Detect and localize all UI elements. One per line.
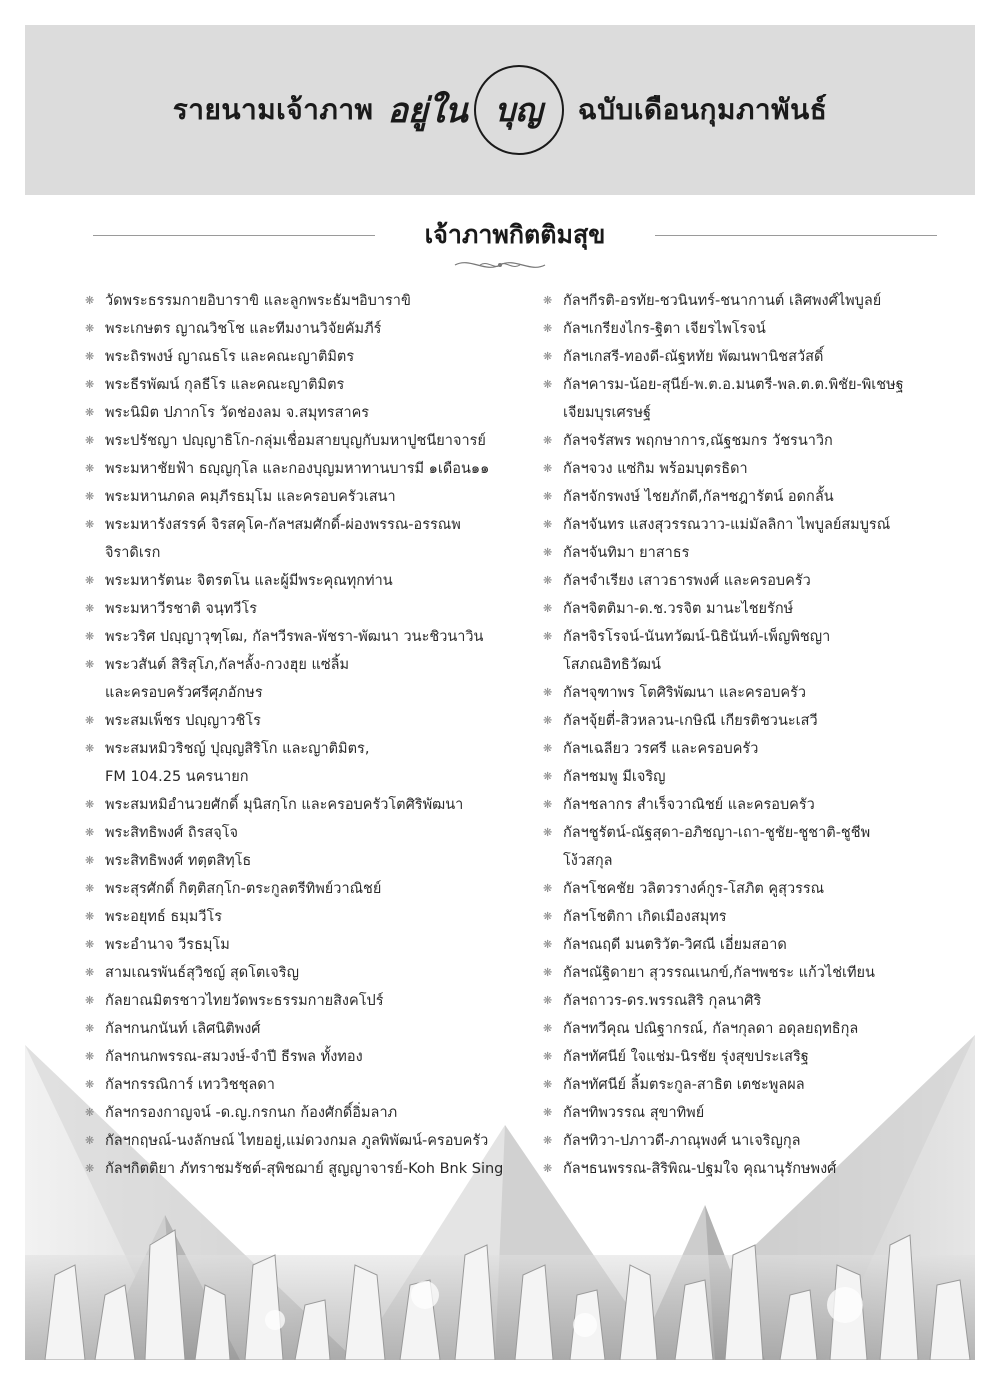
list-item-text: กัลฯกีรติ-อรทัย-ชวนินทร์-ชนากานต์ เลิศพงศ์ไพบูลย์ (563, 293, 882, 309)
bullet-icon: ❋ (85, 798, 95, 811)
list-item (543, 763, 975, 791)
bullet-icon: ❋ (543, 490, 553, 503)
list-item-text: กัลฯกฤษณ์-นงลักษณ์ ไทยอยู่,แม่ดวงกมล ภูลพิพัฒน์-ครอบครัว (105, 1133, 489, 1149)
bullet-icon: ❋ (543, 826, 553, 839)
list-item (85, 1043, 520, 1071)
list-item (85, 987, 520, 1015)
list-item-text: กัลฯจิรโรจน์-นันทวัฒน์-นิธินันท์-เพ็ญพิชญา (563, 629, 831, 645)
list-item (543, 1071, 975, 1099)
list-item-text: FM 104.25 นครนายก (105, 769, 249, 785)
list-item-text: กัลฯชูรัตน์-ณัฐสุดา-อภิชญา-เถา-ชูชัย-ชูชาติ-ชูชีพ (563, 825, 871, 841)
list-item (85, 511, 520, 567)
bullet-icon: ❋ (543, 1078, 553, 1091)
logo-script-text: อยู่ใน (387, 91, 468, 131)
list-item (543, 567, 975, 595)
list-item-text: พระมหารัตนะ จิตรตโน และผู้มีพระคุณทุกท่าน (105, 573, 393, 589)
list-item-text: กัลฯทัศนีย์ ลิ้มตระกูล-สาธิต เตชะพูลผล (563, 1077, 805, 1093)
list-item-text: โง้วสกุล (563, 853, 613, 869)
list-item (85, 903, 520, 931)
list-item-text: พระธีรพัฒน์ กุลธีโร และคณะญาติมิตร (105, 377, 345, 393)
list-item-text: พระมหาวีรชาติ จนฺทวีโร (105, 601, 258, 617)
bullet-icon: ❋ (543, 742, 553, 755)
bullet-icon: ❋ (543, 1106, 553, 1119)
list-item (85, 875, 520, 903)
bullet-icon: ❋ (543, 686, 553, 699)
bullet-icon: ❋ (543, 1022, 553, 1035)
list-item (543, 903, 975, 931)
bullet-icon: ❋ (85, 350, 95, 363)
list-item-text: กัลฯคารม-น้อย-สุนีย์-พ.ต.อ.มนตรี-พล.ต.ต.พิชัย-พิเชษฐ (563, 377, 904, 393)
page (25, 25, 975, 1360)
list-item (543, 679, 975, 707)
bullet-icon: ❋ (543, 350, 553, 363)
list-item-text: พระมหานภดล คมฺภีรธมฺโม และครอบครัวเสนา (105, 489, 396, 505)
list-item (543, 819, 975, 875)
bullet-icon: ❋ (543, 882, 553, 895)
bullet-icon: ❋ (543, 294, 553, 307)
title-left: รายนามเจ้าภาพ (172, 93, 374, 126)
bullet-icon: ❋ (543, 1162, 553, 1175)
list-item (85, 931, 520, 959)
list-item-text: กัลฯชมพู มีเจริญ (563, 769, 666, 785)
list-item (543, 987, 975, 1015)
bullet-icon: ❋ (85, 630, 95, 643)
list-item-text: กัลฯทัศนีย์ ใจแช่ม-นิรชัย รุ่งสุขประเสริฐ (563, 1049, 809, 1065)
list-item-text: จิราดิเรก (105, 545, 161, 561)
bullet-icon: ❋ (85, 882, 95, 895)
list-item (85, 1155, 520, 1183)
bullet-icon: ❋ (85, 1134, 95, 1147)
list-item-text: พระวริศ ปญฺญาวุฑฺโฒ, กัลฯวีรพล-พัชรา-พัฒนา วนะชิวนาวิน (105, 629, 484, 645)
list-item-text: กัลฯจำเรียง เสาวธารพงศ์ และครอบครัว (563, 573, 811, 589)
list-item (543, 735, 975, 763)
list-item (543, 427, 975, 455)
list-item-text: พระมหารังสรรค์ จิรสคุโค-กัลฯสมศักดิ์-ผ่องพรรณ-อรรณพ (105, 517, 461, 533)
divider-right (655, 235, 937, 236)
list-item-text: พระปรัชญา ปญฺญาธิโก-กลุ่มเชื่อมสายบุญกับมหาปูชนียาจารย์ (105, 433, 486, 449)
list-item-text: กัลฯกนกพรรณ-สมวงษ์-จำปี ธีรพล ทั้งทอง (105, 1049, 363, 1065)
list-item-text: กัลฯณัฐิดายา สุวรรณเนกข์,กัลฯพชระ แก้วไช่เทียน (563, 965, 875, 981)
logo-circle-text: บุญ (494, 90, 543, 129)
bullet-icon: ❋ (85, 1022, 95, 1035)
list-item (543, 371, 975, 427)
bullet-icon: ❋ (85, 1050, 95, 1063)
list-item (85, 483, 520, 511)
list-item (85, 791, 520, 819)
logo-circle (474, 65, 564, 155)
bullet-icon: ❋ (85, 938, 95, 951)
bullet-icon: ❋ (543, 602, 553, 615)
list-item-text: พระวสันต์ สิริสุโภ,กัลฯลั้ง-กวงฮุย แซ่ลิ้ม (105, 657, 350, 673)
list-item-text: กัลฯกรองกาญจน์ -ด.ญ.กรกนก ก้องศักดิ์อิ่มลาภ (105, 1105, 398, 1121)
list-item (85, 623, 520, 651)
list-item (543, 483, 975, 511)
list-item (85, 1099, 520, 1127)
list-item-text: กัลฯจรัสพร พฤกษาการ,ณัฐชมกร วัชรนาวิก (563, 433, 833, 449)
list-item (85, 959, 520, 987)
list-item-text: กัลฯกรรณิการ์ เทววิชชุลดา (105, 1077, 275, 1093)
list-item (543, 1043, 975, 1071)
list-item (543, 595, 975, 623)
bullet-icon: ❋ (85, 966, 95, 979)
bullet-icon: ❋ (85, 434, 95, 447)
list-item-text: กัลฯกนกนันท์ เลิศนิติพงศ์ (105, 1021, 261, 1037)
list-item (543, 511, 975, 539)
bullet-icon: ❋ (85, 490, 95, 503)
bullet-icon: ❋ (85, 406, 95, 419)
list-item-text: พระมหาชัยฟ้า ธญฺญกุโล และกองบุญมหาทานบารมี ๑เดือน๑๑ (105, 461, 490, 477)
list-item-text: กัลฯจันทิมา ยาสาธร (563, 545, 690, 561)
list-item-text: เจียมบุรเศรษฐ์ (563, 405, 652, 421)
list-item-text: กัลฯจวง แซ่กิม พร้อมบุตรธิดา (563, 461, 748, 477)
donor-list-right (543, 287, 975, 1183)
list-item (85, 455, 520, 483)
list-item-text: กัลฯจุ้ยตี่-สิวหลวน-เกษิณี เกียรติชวนะเสวี (563, 713, 818, 729)
list-item-text: กัลฯณฤดี มนตริวัต-วิศณี เอี่ยมสอาด (563, 937, 787, 953)
list-item-text: สามเณรพันธ์สุวิชญ์ สุดโตเจริญ (105, 965, 299, 981)
list-item (543, 791, 975, 819)
list-item-text: พระสมหมิวริชญ์ ปุญฺญสิริโก และญาติมิตร, (105, 741, 370, 757)
list-item (85, 343, 520, 371)
list-item (543, 455, 975, 483)
list-item-text: กัลฯจิตติมา-ด.ช.วรจิต มานะไชยรักษ์ (563, 601, 794, 617)
list-item (543, 287, 975, 315)
list-item (85, 735, 520, 791)
list-item (543, 1099, 975, 1127)
bullet-icon: ❋ (543, 770, 553, 783)
bullet-icon: ❋ (85, 294, 95, 307)
list-item (543, 623, 975, 679)
list-item-text: กัลฯโชติกา เกิดเมืองสมุทร (563, 909, 727, 925)
list-item-text: กัลฯเกรียงไกร-ฐิตา เจียรไพโรจน์ (563, 321, 766, 337)
bullet-icon: ❋ (85, 910, 95, 923)
list-item-text: พระถิรพงษ์ ญาณธโร และคณะญาติมิตร (105, 349, 355, 365)
bullet-icon: ❋ (543, 378, 553, 391)
list-item (85, 371, 520, 399)
list-item (543, 931, 975, 959)
list-item (85, 567, 520, 595)
title-right: ฉบับเดือนกุมภาพันธ์ (577, 93, 828, 126)
list-item (543, 343, 975, 371)
list-item-text: วัดพระธรรมกายอิบาราขิ และลูกพระธัมฯอิบาราขิ (105, 293, 411, 309)
list-item-text: พระสิทธิพงศ์ ถิรสจฺโจ (105, 825, 239, 841)
bullet-icon: ❋ (85, 602, 95, 615)
list-item-text: กัลฯถาวร-ดร.พรรณสิริ กุลนาศิริ (563, 993, 762, 1009)
list-item (543, 959, 975, 987)
list-item-text: โสภณอิทธิวัฒน์ (563, 657, 661, 673)
list-item-text: กัลฯกิตติยา ภัทราชมรัชต์-สุพิชฌาย์ สูญญาจารย์-Koh Bnk Sing (105, 1161, 504, 1177)
list-item-text: พระสมหมิอำนวยศักดิ์ มุนิสกฺโก และครอบครัวโตศิริพัฒนา (105, 797, 464, 813)
bullet-icon: ❋ (543, 574, 553, 587)
list-item (85, 707, 520, 735)
bullet-icon: ❋ (85, 1162, 95, 1175)
bullet-icon: ❋ (85, 322, 95, 335)
list-item (85, 315, 520, 343)
list-item (543, 875, 975, 903)
bullet-icon: ❋ (543, 462, 553, 475)
bullet-icon: ❋ (543, 714, 553, 727)
bullet-icon: ❋ (543, 910, 553, 923)
list-item-text: พระอำนาจ วีรธมฺโม (105, 937, 230, 953)
list-item-text: กัลฯโชคชัย วลิตวรางค์กูร-โสภิต คูสุวรรณ (563, 881, 825, 897)
list-item (543, 315, 975, 343)
bullet-icon: ❋ (543, 630, 553, 643)
bullet-icon: ❋ (85, 658, 95, 671)
list-item (543, 1015, 975, 1043)
list-item (85, 427, 520, 455)
list-item-text: กัลฯทิวา-ปภาวดี-ภาณุพงศ์ นาเจริญกุล (563, 1133, 801, 1149)
list-item-text: กัลฯทวีคุณ ปณิฐากรณ์, กัลฯกุลดา อดุลยฤทธิกุล (563, 1021, 859, 1037)
list-item-text: กัลฯจุฑาพร โตศิริพัฒนา และครอบครัว (563, 685, 807, 701)
list-item (85, 287, 520, 315)
list-item-text: กัลฯเกสรี-ทองดี-ณัฐหทัย พัฒนพานิชสวัสดิ์ (563, 349, 824, 365)
header-title (25, 25, 975, 195)
bullet-icon: ❋ (543, 798, 553, 811)
list-item-text: กัลฯจันทร แสงสุวรรณวาว-แม่มัลลิกา ไพบูลย์สมบูรณ์ (563, 517, 891, 533)
bullet-icon: ❋ (543, 518, 553, 531)
list-item (543, 1127, 975, 1155)
bullet-icon: ❋ (543, 546, 553, 559)
list-item-text: พระอยุทธ์ ธมฺมวีโร (105, 909, 223, 925)
bullet-icon: ❋ (85, 994, 95, 1007)
list-item (85, 595, 520, 623)
list-item (85, 819, 520, 847)
bullet-icon: ❋ (543, 966, 553, 979)
section-heading: เจ้าภาพกิตติมสุข (424, 220, 606, 249)
magazine-logo (388, 65, 564, 155)
list-item-text: กัลฯชลากร สำเร็จวาณิชย์ และครอบครัว (563, 797, 815, 813)
list-item (85, 1015, 520, 1043)
bullet-icon: ❋ (543, 1134, 553, 1147)
list-item (543, 707, 975, 735)
bullet-icon: ❋ (85, 826, 95, 839)
list-item (543, 539, 975, 567)
bullet-icon: ❋ (543, 322, 553, 335)
list-item (85, 1127, 520, 1155)
bullet-icon: ❋ (85, 854, 95, 867)
list-item (85, 847, 520, 875)
list-item-text: กัลยาณมิตรชาวไทยวัดพระธรรมกายสิงคโปร์ (105, 993, 384, 1009)
bullet-icon: ❋ (85, 378, 95, 391)
donor-list-left (85, 287, 520, 1183)
ornament-flourish-icon (450, 257, 550, 273)
bullet-icon: ❋ (85, 462, 95, 475)
bullet-icon: ❋ (85, 518, 95, 531)
bullet-icon: ❋ (85, 1078, 95, 1091)
list-item-text: พระนิมิต ปภากโร วัดช่องลม จ.สมุทรสาคร (105, 405, 370, 421)
bullet-icon: ❋ (543, 1050, 553, 1063)
list-item (85, 399, 520, 427)
bullet-icon: ❋ (543, 938, 553, 951)
bullet-icon: ❋ (85, 574, 95, 587)
list-item-text: พระเกษตร ญาณวิชโช และทีมงานวิจัยคัมภีร์ (105, 321, 382, 337)
list-item-text: พระสิทธิพงศ์ ทตฺตสิทฺโธ (105, 853, 252, 869)
bullet-icon: ❋ (85, 714, 95, 727)
list-item-text: กัลฯทิพวรรณ สุขาทิพย์ (563, 1105, 705, 1121)
list-item (85, 651, 520, 707)
divider-left (93, 235, 375, 236)
bullet-icon: ❋ (85, 742, 95, 755)
bullet-icon: ❋ (85, 1106, 95, 1119)
bullet-icon: ❋ (543, 994, 553, 1007)
list-item-text: กัลฯเฉลียว วรศรี และครอบครัว (563, 741, 759, 757)
section-heading-bar (25, 211, 975, 261)
list-item-text: และครอบครัวศรีศุภอักษร (105, 685, 263, 701)
list-item-text: กัลฯธนพรรณ-สิริพิณ-ปฐมใจ คุณานุรักษพงศ์ (563, 1161, 837, 1177)
bullet-icon: ❋ (543, 434, 553, 447)
list-item-text: กัลฯจักรพงษ์ ไชยภักดี,กัลฯชฎารัตน์ อดกลั้น (563, 489, 834, 505)
list-item (85, 1071, 520, 1099)
list-item (543, 1155, 975, 1183)
list-item-text: พระสุรศักดิ์ กิตฺติสกฺโก-ตระกูลตรีทิพย์วาณิชย์ (105, 881, 382, 897)
list-item-text: พระสมเพ็ชร ปญฺญาวชิโร (105, 713, 261, 729)
